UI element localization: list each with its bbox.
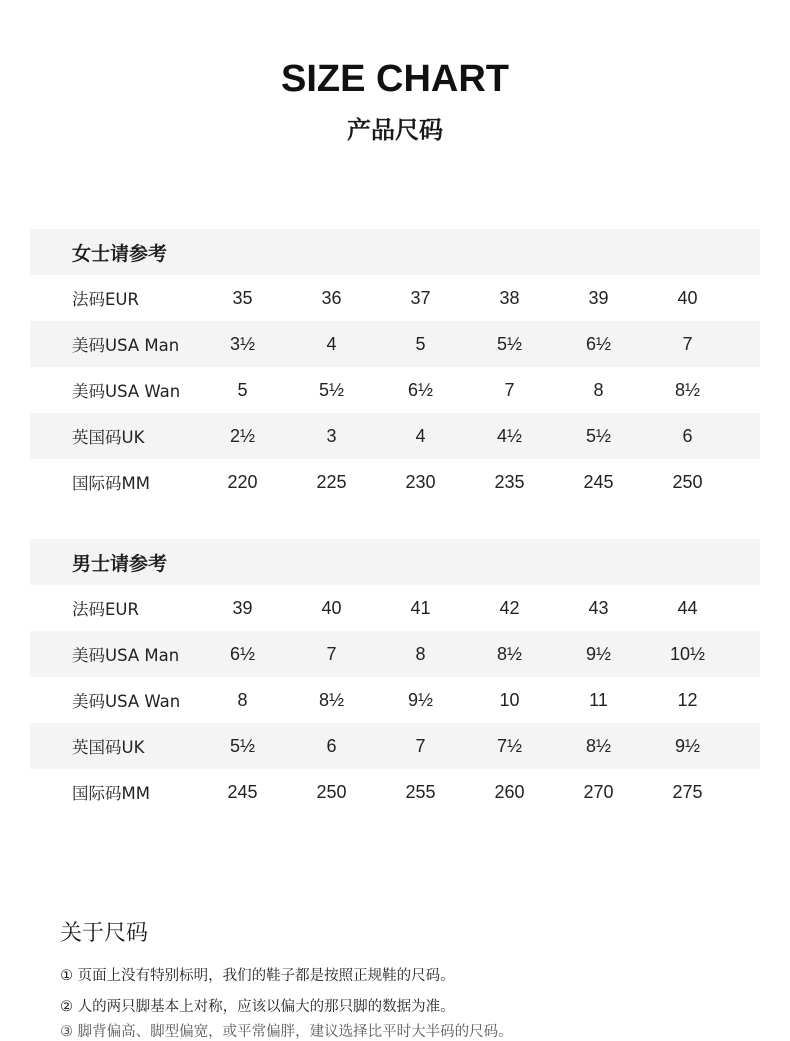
table-cell: 255 bbox=[405, 781, 436, 802]
table-cell: 7 bbox=[504, 379, 515, 400]
row-label: 国际码MM bbox=[72, 474, 150, 493]
table-row bbox=[30, 585, 760, 631]
table-cell: 3 bbox=[326, 425, 337, 446]
table-cell: 37 bbox=[410, 287, 431, 308]
table-cell: 245 bbox=[227, 781, 258, 802]
size-note: ③ 脚背偏高、脚型偏宽，或平常偏胖，建议选择比平时大半码的尺码。 bbox=[60, 1024, 513, 1040]
table-row bbox=[30, 275, 760, 321]
table-cell: 44 bbox=[677, 597, 698, 618]
table-cell: 8½ bbox=[674, 379, 701, 400]
table-cell: 42 bbox=[499, 597, 520, 618]
page-title: SIZE CHART bbox=[281, 58, 509, 100]
table-cell: 7 bbox=[415, 735, 426, 756]
table-cell: 250 bbox=[316, 781, 347, 802]
table-cell: 6½ bbox=[407, 379, 434, 400]
table-cell: 5½ bbox=[585, 425, 612, 446]
table-cell: 6½ bbox=[585, 333, 612, 354]
table-cell: 8 bbox=[593, 379, 604, 400]
table-cell: 8 bbox=[415, 643, 426, 664]
row-label: 美码USA Wan bbox=[72, 382, 181, 401]
table-cell: 41 bbox=[410, 597, 431, 618]
table-cell: 260 bbox=[494, 781, 525, 802]
table-cell: 5½ bbox=[229, 735, 256, 756]
table-cell: 39 bbox=[588, 287, 609, 308]
table-cell: 43 bbox=[588, 597, 609, 618]
table-cell: 8½ bbox=[496, 643, 523, 664]
table-cell: 7 bbox=[326, 643, 337, 664]
about-size-heading: 关于尺码 bbox=[60, 921, 149, 946]
table-cell: 5 bbox=[237, 379, 248, 400]
table-cell: 8½ bbox=[318, 689, 345, 710]
row-label: 美码USA Wan bbox=[72, 692, 181, 711]
table-cell: 5 bbox=[415, 333, 426, 354]
women-table-heading: 女士请参考 bbox=[30, 229, 760, 275]
table-cell: 6 bbox=[326, 735, 337, 756]
table-cell: 12 bbox=[677, 689, 698, 710]
row-label: 美码USA Man bbox=[72, 646, 180, 665]
table-row bbox=[30, 367, 760, 413]
table-cell: 36 bbox=[321, 287, 342, 308]
table-cell: 39 bbox=[232, 597, 253, 618]
table-cell: 9½ bbox=[407, 689, 434, 710]
row-label: 法码EUR bbox=[72, 600, 139, 619]
size-note: ① 页面上没有特别标明，我们的鞋子都是按照正规鞋的尺码。 bbox=[60, 968, 455, 984]
table-cell: 230 bbox=[405, 471, 436, 492]
men-size-table bbox=[30, 539, 760, 815]
table-cell: 225 bbox=[316, 471, 347, 492]
table-cell: 7½ bbox=[496, 735, 523, 756]
table-cell: 275 bbox=[672, 781, 703, 802]
table-cell: 220 bbox=[227, 471, 258, 492]
table-cell: 5½ bbox=[496, 333, 523, 354]
table-row bbox=[30, 723, 760, 769]
table-cell: 6 bbox=[682, 425, 693, 446]
table-cell: 4 bbox=[326, 333, 337, 354]
table-cell: 38 bbox=[499, 287, 520, 308]
table-cell: 4 bbox=[415, 425, 426, 446]
table-row bbox=[30, 677, 760, 723]
table-cell: 4½ bbox=[496, 425, 523, 446]
row-label: 英国码UK bbox=[72, 428, 145, 447]
table-row bbox=[30, 321, 760, 367]
row-label: 美码USA Man bbox=[72, 336, 180, 355]
table-cell: 3½ bbox=[229, 333, 256, 354]
table-cell: 10 bbox=[499, 689, 520, 710]
table-cell: 235 bbox=[494, 471, 525, 492]
table-cell: 250 bbox=[672, 471, 703, 492]
table-cell: 8½ bbox=[585, 735, 612, 756]
table-row bbox=[30, 631, 760, 677]
women-size-table bbox=[30, 229, 760, 505]
table-cell: 7 bbox=[682, 333, 693, 354]
table-cell: 40 bbox=[321, 597, 342, 618]
size-note: ② 人的两只脚基本上对称，应该以偏大的那只脚的数据为准。 bbox=[60, 999, 455, 1015]
table-row bbox=[30, 769, 760, 815]
table-cell: 11 bbox=[589, 689, 608, 710]
table-cell: 8 bbox=[237, 689, 248, 710]
table-cell: 6½ bbox=[229, 643, 256, 664]
men-table-heading: 男士请参考 bbox=[30, 539, 760, 585]
table-cell: 35 bbox=[232, 287, 253, 308]
table-row bbox=[30, 459, 760, 505]
row-label: 英国码UK bbox=[72, 738, 145, 757]
table-cell: 9½ bbox=[585, 643, 612, 664]
row-label: 法码EUR bbox=[72, 290, 139, 309]
row-label: 国际码MM bbox=[72, 784, 150, 803]
table-cell: 40 bbox=[677, 287, 698, 308]
table-row bbox=[30, 413, 760, 459]
table-cell: 5½ bbox=[318, 379, 345, 400]
table-cell: 2½ bbox=[229, 425, 256, 446]
table-cell: 270 bbox=[583, 781, 614, 802]
table-cell: 245 bbox=[583, 471, 614, 492]
table-cell: 9½ bbox=[674, 735, 701, 756]
table-cell: 10½ bbox=[669, 643, 706, 664]
page-subtitle: 产品尺码 bbox=[347, 116, 443, 144]
